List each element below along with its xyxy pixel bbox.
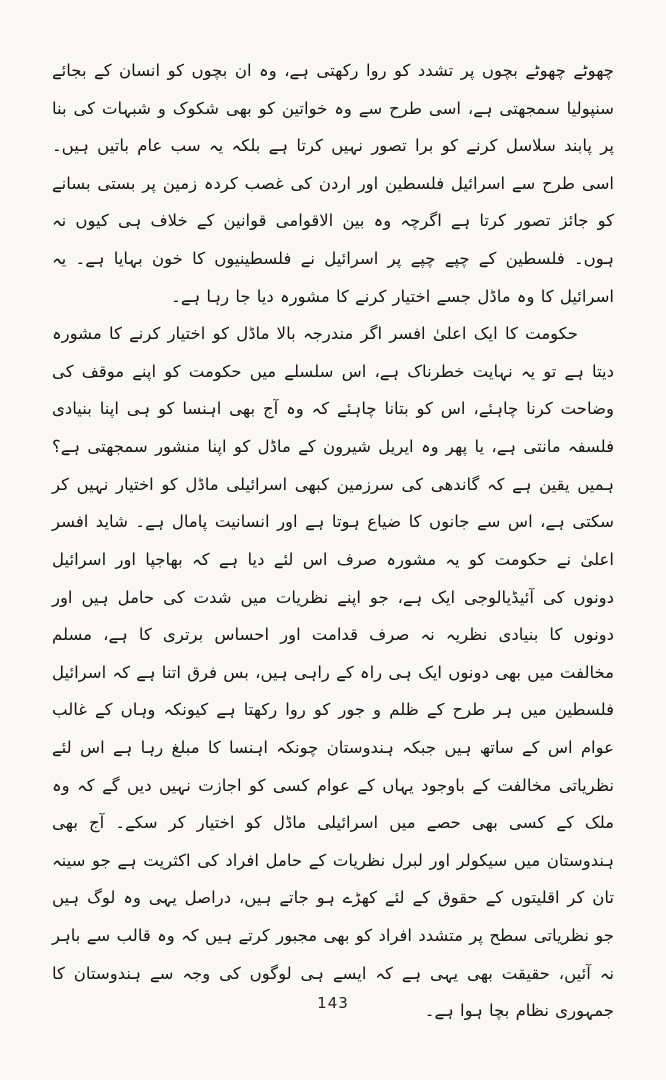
paragraph-2: حکومت کا ایک اعلیٰ افسر اگر مندرجہ بالا ماڈل کو اختیار کرنے کا مشورہ دیتا ہے تو یہ نہایت خطرناک ہے، اس سلسلے میں حکومت کو اپنے موقف کی وضاحت کرنا چاہئے، اس کو بتانا چاہئے کہ وہ آج بھی اہنسا کو ہی اپنا بنیادی فلسفہ مانتی ہے، یا پھر وہ ایریل شیرون کے ماڈل کو اپنا منشور سمجھتی ہے؟ ہمیں یقین ہے کہ گاندھی کی سرزمین کبھی اسرائیلی ماڈل کو اختیار نہیں کر سکتی ہے، اس سے جانوں کا ضیاع ہوتا ہے اور انسانیت پامال ہے۔ شاید افسر اعلیٰ نے حکومت کو یہ مشورہ صرف اس لئے دیا ہے کہ بھاجپا اور اسرائیل دونوں کی آئیڈیالوجی ایک ہے، جو اپنے نظریات میں شدت کی حامل ہیں اور دونوں کا بنیادی نظریہ نہ صرف قدامت اور احساس برتری کا ہے، مسلم مخالفت میں بھی دونوں ایک ہی راہ کے راہی ہیں، بس فرق اتنا ہے کہ اسرائیل فلسطین میں ہر طرح کے ظلم و جور کو روا رکھتا ہے کیونکہ وہاں کے غالب عوام اس کے ساتھ ہیں جبکہ ہندوستان چونکہ اہنسا کا مبلغ رہا ہے اس لئے نظریاتی مخالفت کے باوجود یہاں کے عوام کسی کو اجازت نہیں دیں گے کہ وہ ملک کے کسی بھی حصے میں اسرائیلی ماڈل کو اختیار کر سکے۔ آج بھی ہندوستان میں سیکولر اور لبرل نظریات کے حامل افراد کی اکثریت ہے جو سینہ تان کر اقلیتوں کے حقوق کے لئے کھڑے ہو جاتے ہیں، دراصل یہی وہ لوگ ہیں جو نظریاتی سطح پر متشدد افراد کو بھی مجبور کرتے ہیں کہ وہ قالب سے باہر نہ آئیں، حقیقت بھی یہی ہے کہ ایسے ہی لوگوں کی وجہ سے ہندوستان کا جمہوری نظام بچا ہوا ہے۔	[52, 324, 614, 1021]
paragraph-1: چھوٹے چھوٹے بچوں پر تشدد کو روا رکھتی ہے، وہ ان بچوں کو انسان کے بجائے سنپولیا سمجھتی ہے، اسی طرح سے وہ خواتین کو بھی شکوک و شبہات کی بنا پر پابند سلاسل کرنے کو برا تصور نہیں کرتا ہے بلکہ یہ سب عام باتیں ہیں۔ اسی طرح سے اسرائیل فلسطین اور اردن کی غصب کردہ زمین پر بستی بسانے کو جائز تصور کرتا ہے اگرچہ وہ بین الاقوامی قوانین کے خلاف ہی کیوں نہ ہوں۔ فلسطین کے چپے چپے پر اسرائیل نے فلسطینیوں کا خون بہایا ہے۔ یہ اسرائیل کا وہ ماڈل جسے اختیار کرنے کا مشورہ دیا جا رہا ہے۔	[52, 61, 614, 306]
body-text	[52, 52, 614, 1030]
page-number: 143	[317, 994, 349, 1012]
